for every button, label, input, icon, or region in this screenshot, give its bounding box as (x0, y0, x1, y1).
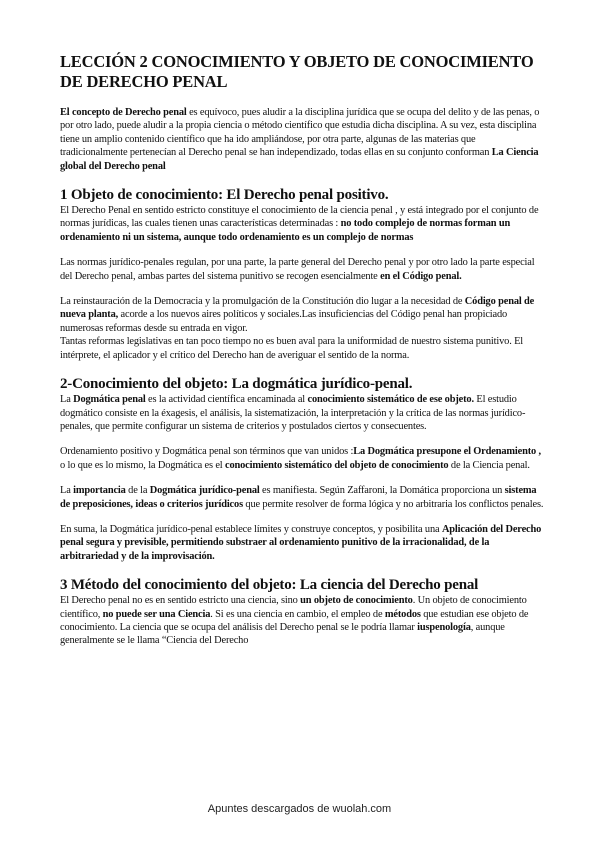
section-1-paragraph-4: Tantas reformas legislativas en tan poco tiempo no es buen aval para la uniformidad de nuestro sistema punitivo. El intérprete, el aplicador y el crítico del Derecho han de averiguar el sentido de la norma. (60, 336, 524, 361)
section-1-heading: 1 Objeto de conocimiento: El Derecho penal positivo. (60, 187, 389, 204)
section-1-paragraph-2: Las normas jurídico-penales regulan, por una parte, la parte general del Derecho penal y por otro lado la parte especial del Derecho penal, ambas partes del sistema punitivo se recogen esencialmente en el Código penal. (60, 257, 535, 282)
section-2-paragraph-4: En suma, la Dogmática jurídico-penal establece límites y construye conceptos, y posibilita una Aplicación del Derecho penal segura y previsible, permitiendo substraer al ordenamiento punitivo de la irracionalidad, de la arbitrariedad y de la improvisación. (60, 523, 542, 562)
section-1-paragraph-3: La reinstauración de la Democracia y la promulgación de la Constitución dio lugar a la necesidad de Código penal de nueva planta, acorde a los nuevos aires políticos y sociales.Las insuficiencias del Código penal han propiciado numerosas reformas desde su entrada en vigor. (60, 296, 535, 334)
section-3-heading: 3 Método del conocimiento del objeto: La ciencia del Derecho penal (60, 577, 479, 594)
footer-source: Apuntes descargados de wuolah.com (207, 803, 392, 815)
page-title: LECCIÓN 2 CONOCIMIENTO Y OBJETO DE CONOCIMIENTO DE DERECHO PENAL (60, 52, 534, 91)
section-2-heading: 2-Conocimiento del objeto: La dogmática jurídico-penal. (60, 376, 413, 393)
section-1-paragraph-1: El Derecho Penal en sentido estricto constituye el conocimiento de la ciencia penal , y está integrado por el conjunto de normas jurídicas, las cuales tienen unas características determinadas : no todo complejo de normas forman un ordenamiento ni un sistema, aunque todo ordenamiento es un complejo de normas (60, 205, 539, 243)
section-2-paragraph-2: Ordenamiento positivo y Dogmática penal son términos que van unidos :La Dogmática presupone el Ordenamiento , o lo que es lo mismo, la Dogmática es el conocimiento sistemático del objeto de conocimiento de la Ciencia penal. (60, 446, 541, 471)
section-2-paragraph-1: La Dogmática penal es la actividad científica encaminada al conocimiento sistemático de ese objeto. El estudio dogmático consiste en la éxagesis, el análisis, la sistematización, la interpretación y la crítica de las normas jurídico-penales, que permite configurar un sistema de criterios y postulados ciertos y consecuentes. (60, 394, 526, 432)
section-3-paragraph-1: El Derecho penal no es en sentido estricto una ciencia, sino un objeto de conocimiento. Un objeto de conocimiento científico, no puede ser una Ciencia. Si es una ciencia en cambio, el empleo de métodos que estudian ese objeto de conocimiento. La ciencia que se ocupa del análisis del Derecho penal se le podría llamar iuspenología, aunque generalmente se le llama “Ciencia del Derecho (60, 595, 529, 647)
intro-paragraph: El concepto de Derecho penal es equívoco, pues aludir a la disciplina jurídica que se ocupa del delito y de las penas, o por otro lado, puede aludir a la propia ciencia o método científico que estudia dicha disciplina. A su vez, esta disciplina tiene un amplio contenido científico que ha ido ampliándose, por otra parte, algunas de las materias que tradicionalmente pertenecían al Derecho penal se han independizado, todas ellas en su conjunto conforman La Ciencia global del Derecho penal (60, 107, 540, 172)
section-2-paragraph-3: La importancia de la Dogmática jurídico-penal es manifiesta. Según Zaffaroni, la Domática proporciona un sistema de preposiciones, ideas o criterios jurídicos que permite resolver de forma lógica y no arbitraria los conflictos penales. (60, 485, 544, 510)
document-body (60, 52, 544, 648)
